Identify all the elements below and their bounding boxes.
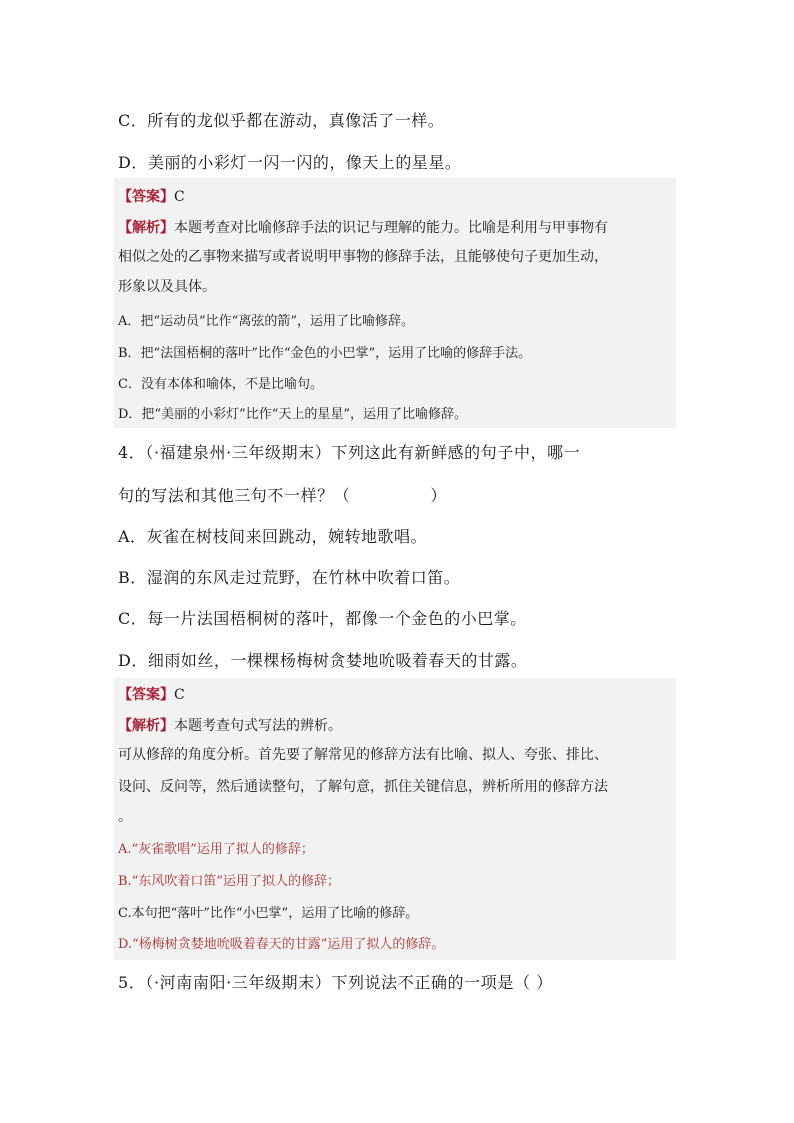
analysis-text-1: 本题考查对比喻修辞手法的识记与理解的能力。比喻是利用与甲事物有	[174, 220, 608, 236]
analysis-item-d: D.“杨梅树贪婪地吮吸着春天的甘露”运用了拟人的修辞。	[118, 937, 445, 952]
question-4-stem: 句的写法和其他三句不一样？（	[118, 486, 351, 505]
analysis-line-4: 。	[118, 809, 132, 825]
question-4-line-2	[118, 483, 447, 506]
analysis-item-d: D．把“美丽的小彩灯”比作“天上的星星”，运用了比喻修辞。	[118, 407, 468, 422]
analysis-line-3: 设问、反问等，然后通读整句，了解句意，抓住关键信息，辨析所用的修辞方法	[118, 779, 608, 795]
question-4-option-c: C．每一片法国梧桐树的落叶，都像一个金色的小巴掌。	[118, 609, 527, 628]
analysis-item-a: A.“灰雀歌唱”运用了拟人的修辞；	[118, 842, 314, 857]
previous-option-d: D．美丽的小彩灯一闪一闪的，像天上的星星。	[118, 153, 462, 172]
question-4-close: ）	[430, 486, 448, 505]
analysis-item-b: B.“东风吹着口笛”运用了拟人的修辞；	[118, 874, 340, 889]
analysis-item-a: A．把“运动员”比作“离弦的箭”，运用了比喻修辞。	[118, 314, 414, 329]
answer-line	[118, 684, 185, 704]
analysis-text-1: 本题考查句式写法的辨析。	[174, 718, 342, 734]
analysis-tag: 【解析】	[118, 718, 174, 734]
answer-line	[118, 186, 185, 206]
analysis-line-1	[118, 217, 608, 237]
analysis-line-2: 可从修辞的角度分析。首先要了解常见的修辞方法有比喻、拟人、夸张、排比、	[118, 747, 608, 763]
previous-option-c: C．所有的龙似乎都在游动，真像活了一样。	[118, 111, 445, 130]
answer-box-q3	[114, 178, 676, 428]
answer-value: C	[174, 687, 185, 703]
analysis-line-3: 形象以及具体。	[118, 279, 216, 295]
analysis-line-2: 相似之处的乙事物来描写或者说明甲事物的修辞手法，且能够使句子更加生动，	[118, 249, 608, 265]
question-4-option-d: D．细雨如丝，一棵棵杨梅树贪婪地吮吸着春天的甘露。	[118, 651, 528, 670]
answer-box-q4	[114, 678, 676, 960]
answer-value: C	[174, 189, 185, 205]
analysis-item-c: C．没有本体和喻体，不是比喻句。	[118, 377, 323, 392]
question-4-option-b: B．湿润的东风走过荒野，在竹林中吹着口笛。	[118, 568, 461, 587]
analysis-item-b: B．把“法国梧桐的落叶”比作“金色的小巴掌”，运用了比喻的修辞手法。	[118, 346, 532, 361]
analysis-line-1	[118, 715, 342, 735]
analysis-item-c: C.本句把“落叶”比作“小巴掌”，运用了比喻的修辞。	[118, 906, 419, 921]
question-5-line-1: 5．（·河南南阳·三年级期末）下列说法不正确的一项是（ ）	[118, 973, 553, 992]
answer-tag: 【答案】	[118, 189, 174, 205]
answer-tag: 【答案】	[118, 687, 174, 703]
question-4-line-1: 4．（·福建泉州·三年级期末）下列这此有新鲜感的句子中，哪一	[118, 443, 581, 462]
question-4-option-a: A．灰雀在树枝间来回跳动，婉转地歌唱。	[118, 527, 428, 546]
analysis-tag: 【解析】	[118, 220, 174, 236]
